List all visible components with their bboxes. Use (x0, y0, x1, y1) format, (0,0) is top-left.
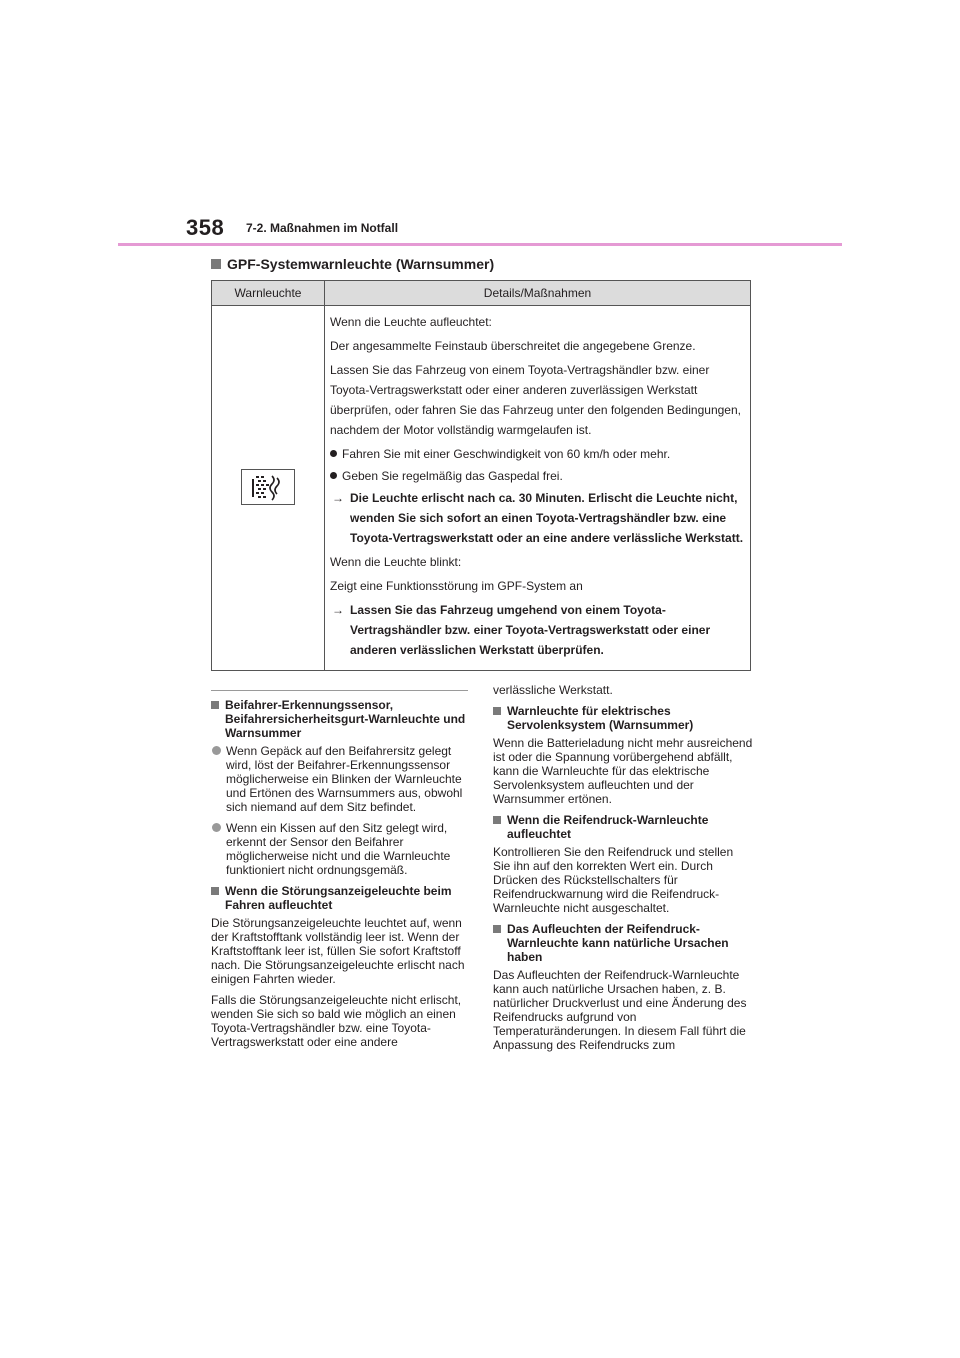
blink-action (330, 600, 744, 660)
subheading-text: Warnleuchte für elektrisches Servolenksystem (Warnsummer) (507, 704, 694, 732)
table-row (212, 306, 751, 671)
subheading-text: Beifahrer-Erkennungssensor, Beifahrersicherheitsgurt-Warnleuchte und Warnsummer (225, 698, 466, 740)
arrow-icon: → (332, 603, 344, 617)
list-item (211, 744, 471, 814)
list-item (330, 466, 744, 486)
circle-bullet-icon (212, 746, 221, 755)
subheading (493, 922, 753, 964)
bullet-dot-icon (330, 472, 337, 479)
paragraph: Wenn die Batterieladung nicht mehr ausreichend ist oder die Spannung vorübergehend abfällt, kann die Warnleuchte für das elektrische Servolenksystem aufleuchten und der Warnsummer ertönen. (493, 736, 753, 806)
blink-description: Zeigt eine Funktionsstörung im GPF-System an (330, 579, 583, 593)
header-rule (118, 243, 842, 246)
lit-action: Lassen Sie das Fahrzeug von einem Toyota-Vertragshändler bzw. einer Toyota-Vertragswerkstatt oder einer anderen zuverlässigen Werkstatt überprüfen, oder fahren Sie das Fahrzeug unter den folgenden Bedingungen, nachdem der Motor vollständig warmgelaufen ist. (330, 363, 741, 437)
lit-title: Wenn die Leuchte aufleuchtet: (330, 315, 492, 329)
square-bullet-icon (493, 925, 501, 933)
paragraph: Falls die Störungsanzeigeleuchte nicht erlischt, wenden Sie sich so bald wie möglich an einen Toyota-Vertragshändler bzw. eine Toyota-Vertragswerkstatt oder eine andere (211, 993, 462, 1049)
lit-result (330, 488, 744, 548)
list-item-text: Wenn Gepäck auf den Beifahrersitz gelegt wird, löst der Beifahrer-Erkennungssensor möglicherweise ein Blinken der Warnleuchte und Ertönen des Warnsummers aus, obwohl sich niemand auf dem Sitz befindet. (226, 744, 463, 814)
details-cell (325, 306, 751, 671)
subheading-text: Das Aufleuchten der Reifendruck-Warnleuchte kann natürliche Ursachen haben (507, 922, 729, 964)
square-bullet-icon (211, 887, 219, 895)
square-bullet-icon (493, 816, 501, 824)
page-number: 358 (186, 215, 225, 240)
table-heading-text: GPF-Systemwarnleuchte (Warnsummer) (227, 256, 495, 272)
col-header-warning: Warnleuchte (212, 281, 325, 306)
column-rule (211, 690, 468, 691)
subheading (211, 884, 471, 912)
right-column (493, 683, 753, 1059)
lit-description: Der angesammelte Feinstaub überschreitet die angegebene Grenze. (330, 339, 696, 353)
blink-title: Wenn die Leuchte blinkt: (330, 555, 462, 569)
gpf-warning-light-icon (241, 469, 295, 505)
list-item (330, 444, 744, 464)
square-bullet-icon (493, 707, 501, 715)
list-item-text: Wenn ein Kissen auf den Sitz gelegt wird, erkennt der Sensor den Beifahrer möglicherweise nicht und die Warnleuchte funktioniert nicht ordnungsgemäß. (226, 821, 451, 877)
square-bullet-icon (211, 259, 221, 269)
subheading (493, 704, 753, 732)
paragraph: Kontrollieren Sie den Reifendruck und stellen Sie ihn auf den korrekten Wert ein. Durch Drücken des Rückstellschalters für Reifendruckwarnung wird die Reifendruck-Warnleuchte nicht ausgeschaltet. (493, 845, 734, 915)
table-header-row (212, 281, 751, 306)
gpf-glyph (242, 470, 294, 504)
section-title: 7-2. Maßnahmen im Notfall (246, 221, 399, 235)
icon-cell (212, 306, 325, 671)
paragraph: Das Aufleuchten der Reifendruck-Warnleuchte kann auch natürliche Ursachen haben, z. B. natürlicher Druckverlust und eine Änderung des Reifendrucks aufgrund von Temperaturänderungen. In diesem Fall führt die Anpassung des Reifendrucks zum (493, 968, 747, 1052)
left-column (211, 698, 471, 1056)
bullet-dot-icon (330, 450, 337, 457)
blink-action-text: Lassen Sie das Fahrzeug umgehend von einem Toyota-Vertragshändler bzw. einer Toyota-Vertragswerkstatt oder einer anderen verlässlichen Werkstatt überprüfen. (350, 603, 711, 657)
paragraph: Die Störungsanzeigeleuchte leuchtet auf, wenn der Kraftstofftank vollständig leer ist. Wenn der Kraftstofftank leer ist, füllen Sie sofort Kraftstoff nach. Die Störungsanzeigeleuchte erlischt nach einigen Fahrten wieder. (211, 916, 465, 986)
col-header-details: Details/Maßnahmen (325, 281, 751, 306)
subheading-text: Wenn die Störungsanzeigeleuchte beim Fahren aufleuchtet (225, 884, 452, 912)
paragraph: verlässliche Werkstatt. (493, 683, 613, 697)
subheading (211, 698, 471, 740)
subheading-text: Wenn die Reifendruck-Warnleuchte aufleuchtet (507, 813, 709, 841)
bullet-text: Geben Sie regelmäßig das Gaspedal frei. (342, 469, 563, 483)
subheading (493, 813, 753, 841)
circle-bullet-icon (212, 823, 221, 832)
arrow-icon: → (332, 491, 344, 505)
warning-table (211, 280, 751, 671)
list-item (211, 821, 471, 877)
lit-result-text: Die Leuchte erlischt nach ca. 30 Minuten. Erlischt die Leuchte nicht, wenden Sie sich sofort an einen Toyota-Vertragshändler bzw. eine Toyota-Vertragswerkstatt oder an eine andere verlässliche Werkstatt. (350, 491, 744, 545)
square-bullet-icon (211, 701, 219, 709)
bullet-text: Fahren Sie mit einer Geschwindigkeit von 60 km/h oder mehr. (342, 447, 671, 461)
table-heading (211, 256, 494, 272)
